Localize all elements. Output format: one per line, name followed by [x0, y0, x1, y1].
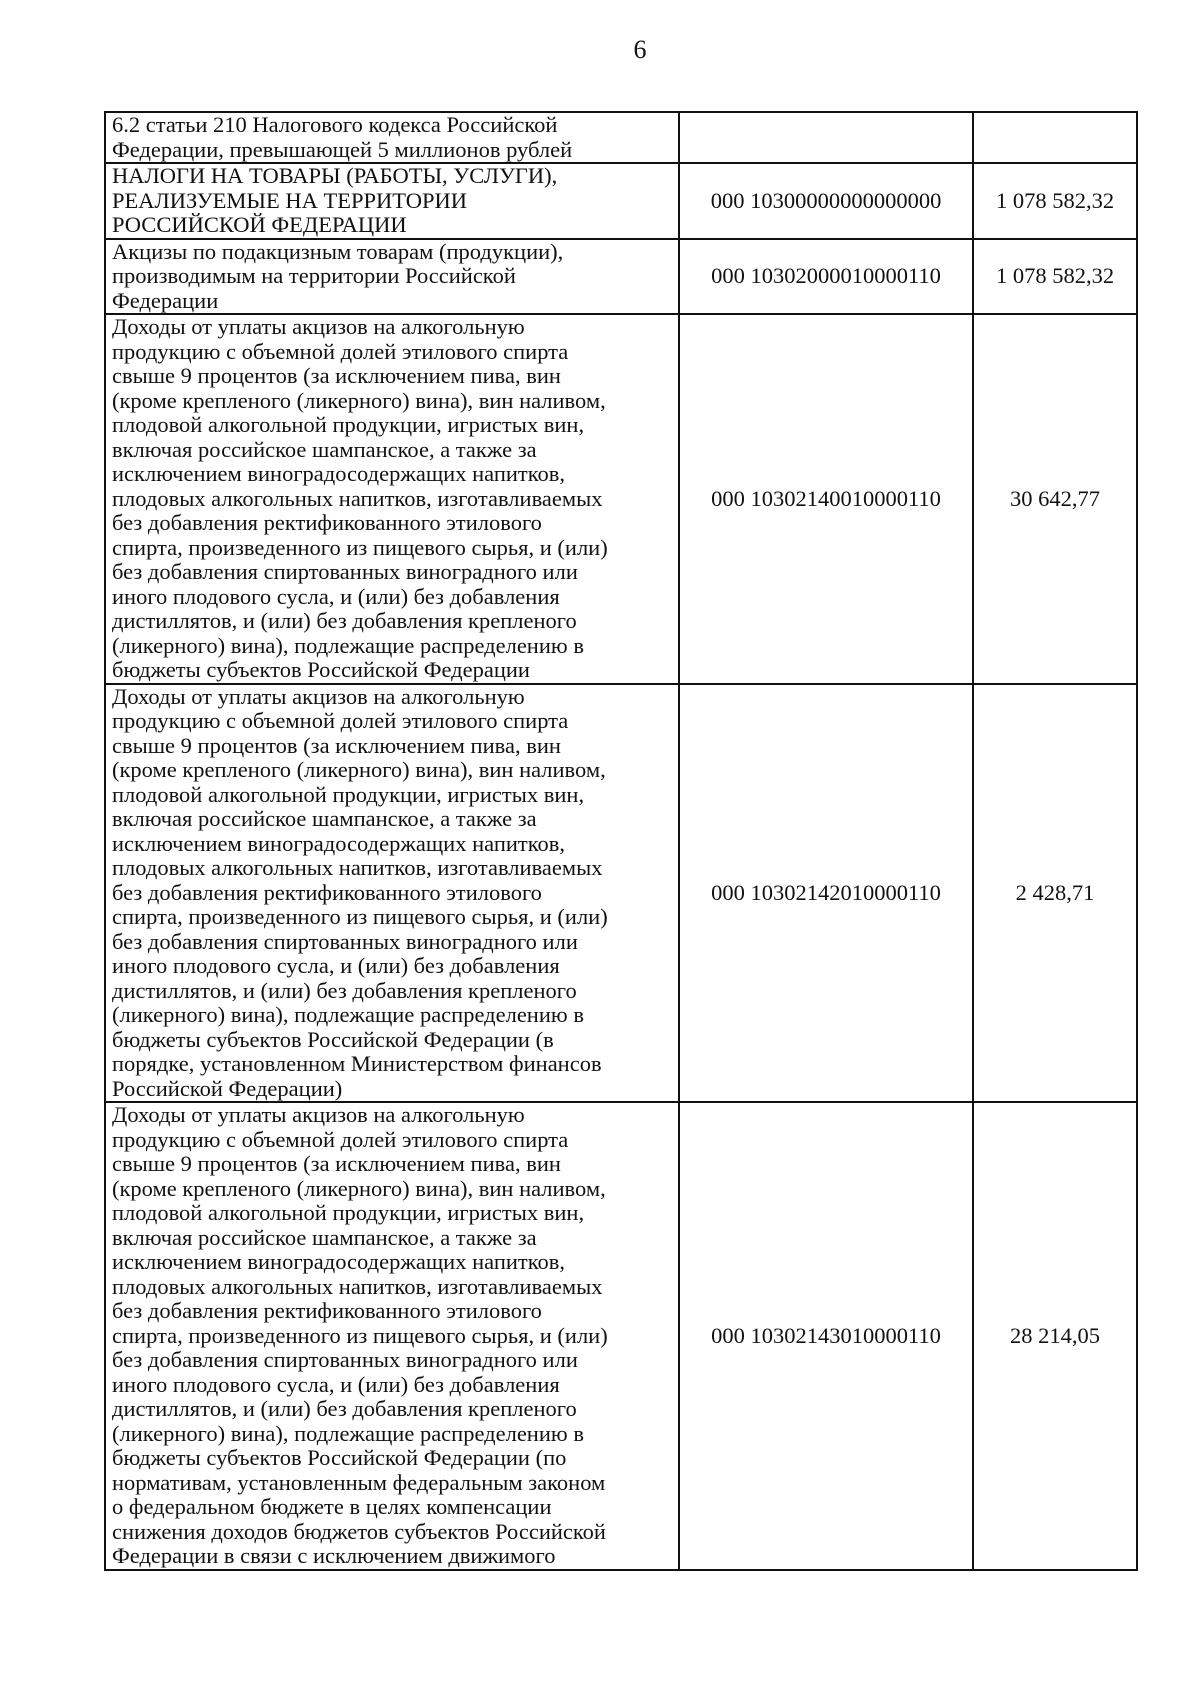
- revenue-name-line: продукцию с объемной долей этилового спирта: [112, 338, 569, 364]
- revenue-name-line: иного плодового сусла, и (или) без добавления: [112, 583, 560, 609]
- revenue-name-line: РЕАЛИЗУЕМЫЕ НА ТЕРРИТОРИИ: [112, 187, 467, 213]
- amount-cell: 30 642,77: [973, 314, 1137, 684]
- revenue-name-line: исключением виноградосодержащих напитков,: [112, 830, 566, 856]
- revenue-name-line: исключением виноградосодержащих напитков,: [112, 461, 566, 486]
- revenue-name-line: плодовой алкогольной продукции, игристых вин,: [112, 412, 585, 437]
- revenue-name-line: иного плодового сусла, и (или) без добавления: [112, 1371, 560, 1397]
- revenue-name-line: плодовых алкогольных напитков, изготавливаемых: [112, 1273, 603, 1299]
- revenue-name-line: спирта, произведенного из пищевого сырья, и (или): [112, 534, 608, 560]
- page-number: 6: [633, 35, 647, 64]
- revenue-name-line: исключением виноградосодержащих напитков,: [112, 1249, 566, 1274]
- revenue-name-cell: [105, 112, 679, 163]
- revenue-name-line: Акцизы по подакцизным товарам (продукции),: [112, 238, 564, 264]
- revenue-name-line: (ликерного) вина), подлежащие распределению в: [112, 1420, 584, 1446]
- table-row: [105, 684, 1137, 1103]
- amount-cell: 1 078 582,32: [973, 163, 1137, 239]
- revenue-name-line: дистиллятов, и (или) без добавления крепленого: [112, 608, 577, 633]
- revenue-name-line: бюджеты субъектов Российской Федерации (по: [112, 1445, 567, 1470]
- revenue-name-line: без добавления спиртованных виноградного или: [112, 928, 578, 954]
- budget-revenue-table: [104, 111, 1138, 1571]
- amount-cell: 1 078 582,32: [973, 239, 1137, 315]
- revenue-name-line: без добавления спиртованных виноградного или: [112, 1347, 578, 1372]
- budget-code-cell: 000 10300000000000000: [679, 163, 973, 239]
- revenue-name-line: (кроме крепленого (ликерного) вина), вин наливом,: [112, 757, 606, 782]
- revenue-name-line: дистиллятов, и (или) без добавления крепленого: [112, 1396, 577, 1421]
- revenue-name-line: иного плодового сусла, и (или) без добавления: [112, 953, 560, 978]
- revenue-name-line: (кроме крепленого (ликерного) вина), вин наливом,: [112, 1175, 606, 1201]
- budget-code-cell: [679, 112, 973, 163]
- revenue-name-line: включая российское шампанское, а также за: [112, 436, 537, 462]
- revenue-name-line: Российской Федерации): [112, 1075, 343, 1101]
- revenue-name-line: без добавления ректификованного этилового: [112, 510, 542, 535]
- revenue-name-cell: [105, 314, 679, 684]
- revenue-name-line: продукцию с объемной долей этилового спирта: [112, 708, 569, 733]
- revenue-name-line: порядке, установленном Министерством финансов: [112, 1051, 602, 1076]
- revenue-name-line: свыше 9 процентов (за исключением пива, вин: [112, 1151, 561, 1176]
- revenue-name-line: свыше 9 процентов (за исключением пива, вин: [112, 363, 561, 388]
- amount-cell: 2 428,71: [973, 684, 1137, 1103]
- revenue-name-line: (кроме крепленого (ликерного) вина), вин наливом,: [112, 387, 606, 413]
- revenue-name-line: НАЛОГИ НА ТОВАРЫ (РАБОТЫ, УСЛУГИ),: [112, 163, 558, 188]
- revenue-name-line: Доходы от уплаты акцизов на алкогольную: [112, 1102, 525, 1127]
- table-row: [105, 314, 1137, 684]
- amount-cell: [973, 112, 1137, 163]
- revenue-name-line: плодовой алкогольной продукции, игристых вин,: [112, 781, 585, 807]
- revenue-name-line: Федерации: [112, 287, 219, 313]
- revenue-name-cell: [105, 163, 679, 239]
- revenue-name-line: спирта, произведенного из пищевого сырья, и (или): [112, 904, 608, 929]
- revenue-name-line: РОССИЙСКОЙ ФЕДЕРАЦИИ: [112, 212, 407, 237]
- budget-code-cell: 000 10302000010000110: [679, 239, 973, 315]
- amount-cell: 28 214,05: [973, 1102, 1137, 1570]
- revenue-name-line: Федерации в связи с исключением движимого: [112, 1543, 556, 1568]
- revenue-name-line: производимым на территории Российской: [112, 263, 516, 288]
- revenue-name-cell: [105, 239, 679, 315]
- budget-code-cell: 000 10302143010000110: [679, 1102, 973, 1570]
- revenue-name-line: дистиллятов, и (или) без добавления крепленого: [112, 977, 577, 1003]
- revenue-name-line: Федерации, превышающей 5 миллионов рублей: [112, 136, 573, 162]
- table-row: [105, 163, 1137, 239]
- revenue-name-line: включая российское шампанское, а также за: [112, 806, 537, 831]
- budget-code-cell: 000 10302142010000110: [679, 684, 973, 1103]
- revenue-name-line: без добавления ректификованного этилового: [112, 879, 542, 905]
- revenue-name-line: нормативам, установленным федеральным законом: [112, 1469, 606, 1495]
- budget-code-cell: 000 10302140010000110: [679, 314, 973, 684]
- revenue-name-cell: [105, 684, 679, 1103]
- revenue-name-line: продукцию с объемной долей этилового спирта: [112, 1126, 569, 1152]
- table-body: [105, 112, 1137, 1570]
- revenue-name-line: спирта, произведенного из пищевого сырья, и (или): [112, 1322, 608, 1348]
- revenue-name-line: снижения доходов бюджетов субъектов Российской: [112, 1518, 606, 1544]
- revenue-name-line: Доходы от уплаты акцизов на алкогольную: [112, 314, 525, 339]
- revenue-name-line: без добавления спиртованных виноградного или: [112, 559, 578, 584]
- table-row: [105, 1102, 1137, 1570]
- revenue-name-line: 6.2 статьи 210 Налогового кодекса Российской: [112, 112, 558, 137]
- revenue-name-line: Доходы от уплаты акцизов на алкогольную: [112, 683, 525, 709]
- revenue-name-line: плодовых алкогольных напитков, изготавливаемых: [112, 485, 603, 511]
- revenue-name-line: (ликерного) вина), подлежащие распределению в: [112, 1002, 584, 1027]
- revenue-name-line: плодовой алкогольной продукции, игристых вин,: [112, 1200, 585, 1225]
- revenue-name-line: бюджеты субъектов Российской Федерации: [112, 657, 530, 682]
- revenue-name-line: свыше 9 процентов (за исключением пива, вин: [112, 732, 561, 758]
- revenue-name-line: о федеральном бюджете в целях компенсации: [112, 1494, 552, 1519]
- revenue-name-line: бюджеты субъектов Российской Федерации (в: [112, 1026, 554, 1052]
- revenue-name-line: включая российское шампанское, а также за: [112, 1224, 537, 1250]
- revenue-name-line: без добавления ректификованного этилового: [112, 1298, 542, 1323]
- revenue-name-line: (ликерного) вина), подлежащие распределению в: [112, 632, 584, 658]
- revenue-name-line: плодовых алкогольных напитков, изготавливаемых: [112, 855, 603, 880]
- revenue-name-cell: [105, 1102, 679, 1570]
- table-row: [105, 112, 1137, 163]
- table-row: [105, 239, 1137, 315]
